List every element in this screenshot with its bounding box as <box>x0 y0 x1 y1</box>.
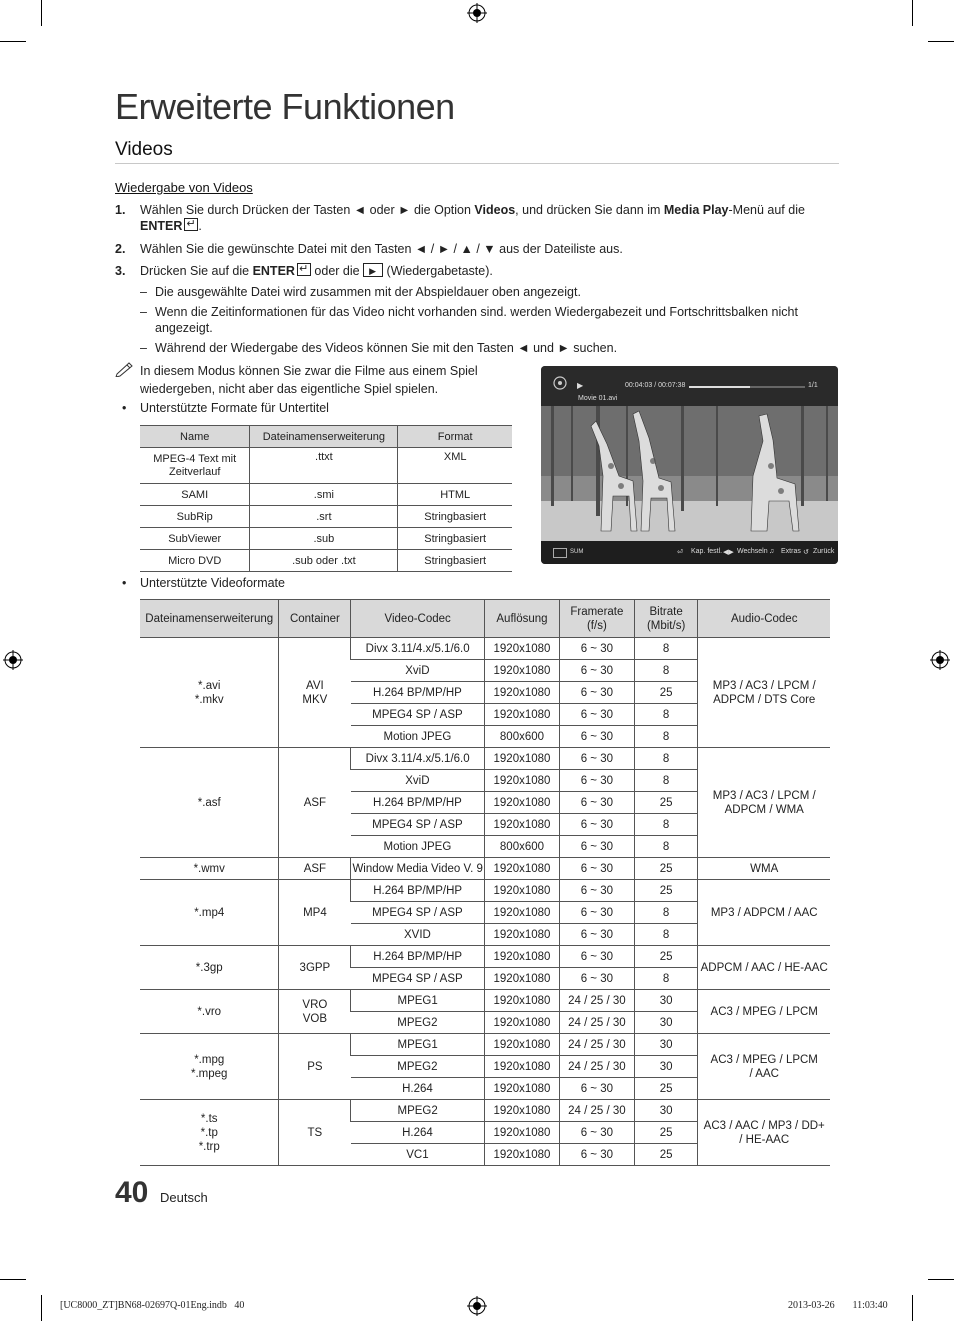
table-cell: 800x600 <box>485 836 560 858</box>
table-cell: .ttxt <box>250 448 398 484</box>
table-cell: Motion JPEG <box>351 726 485 748</box>
table-cell: XviD <box>351 770 485 792</box>
control-label: Extras <box>781 548 801 555</box>
table-cell: MPEG2 <box>351 1056 485 1078</box>
table-cell: 1920x1080 <box>485 858 560 880</box>
column-header: Dateinamenserweiterung <box>140 600 279 638</box>
audio-codec-cell: MP3 / ADPCM / AAC <box>698 880 830 946</box>
note-text: wiedergeben, nicht aber das eigentliche Spiel spielen. <box>140 382 439 396</box>
table-row <box>140 990 830 1012</box>
table-cell: 1920x1080 <box>485 1012 560 1034</box>
column-header: Name <box>140 426 250 448</box>
bullet-marker: • <box>122 401 127 415</box>
print-date-info: 2013-03-26   11:03:40 <box>788 1300 888 1311</box>
sum-icon <box>553 548 567 558</box>
table-cell: 24 / 25 / 30 <box>559 1100 634 1122</box>
table-cell: 30 <box>634 1012 698 1034</box>
table-cell: MPEG4 SP / ASP <box>351 902 485 924</box>
progress-bar <box>689 386 805 388</box>
audio-codec-cell: AC3 / MPEG / LPCM <box>698 990 830 1034</box>
column-header: Audio-Codec <box>698 600 830 638</box>
enter-key-icon <box>297 263 311 276</box>
table-row <box>140 1034 830 1056</box>
table-cell: 8 <box>634 638 698 660</box>
container-cell: AVI MKV <box>279 638 351 748</box>
table-cell: 6 ~ 30 <box>559 968 634 990</box>
table-row <box>140 1100 830 1122</box>
table-cell: 8 <box>634 748 698 770</box>
table-cell: 8 <box>634 704 698 726</box>
step-number: 2. <box>115 242 126 256</box>
table-cell: 6 ~ 30 <box>559 770 634 792</box>
subtitle-format-table <box>140 425 512 572</box>
table-cell: 6 ~ 30 <box>559 902 634 924</box>
table-row <box>140 858 830 880</box>
table-cell: MPEG4 SP / ASP <box>351 968 485 990</box>
enter-key-icon <box>184 218 198 231</box>
table-cell: 6 ~ 30 <box>559 1078 634 1100</box>
registration-mark-icon <box>467 1296 487 1316</box>
table-cell: 8 <box>634 924 698 946</box>
table-cell: 8 <box>634 814 698 836</box>
crop-mark <box>912 0 913 26</box>
table-cell: 6 ~ 30 <box>559 682 634 704</box>
table-cell: 1920x1080 <box>485 660 560 682</box>
table-cell: 1920x1080 <box>485 902 560 924</box>
table-cell: SubRip <box>140 506 250 528</box>
audio-codec-cell: WMA <box>698 858 830 880</box>
table-cell: 6 ~ 30 <box>559 748 634 770</box>
table-cell: 24 / 25 / 30 <box>559 1012 634 1034</box>
column-header: Video-Codec <box>351 600 485 638</box>
table-cell: 25 <box>634 858 698 880</box>
video-frame-giraffes <box>541 406 838 541</box>
crop-mark <box>912 1295 913 1321</box>
extension-cell: *.mpg *.mpeg <box>140 1034 279 1100</box>
chapter-title: Erweiterte Funktionen <box>115 86 455 127</box>
player-control-bar <box>541 541 838 564</box>
table-cell: Stringbasiert <box>398 528 512 550</box>
audio-codec-cell: MP3 / AC3 / LPCM / ADPCM / DTS Core <box>698 638 830 748</box>
table-cell: 6 ~ 30 <box>559 704 634 726</box>
table-cell: .sub oder .txt <box>250 550 398 572</box>
extension-cell: *.3gp <box>140 946 279 990</box>
section-divider <box>115 163 839 164</box>
control-label: Kap. festl. <box>691 548 723 555</box>
table-cell: 1920x1080 <box>485 1056 560 1078</box>
return-icon: ↺ <box>803 549 809 556</box>
switch-icon: ◀▶ <box>723 549 734 556</box>
table-cell: MPEG1 <box>351 990 485 1012</box>
table-cell: 25 <box>634 1144 698 1166</box>
table-cell: 6 ~ 30 <box>559 660 634 682</box>
table-cell: H.264 <box>351 1122 485 1144</box>
table-cell: 6 ~ 30 <box>559 924 634 946</box>
table-cell: 25 <box>634 1078 698 1100</box>
section-title: Videos <box>115 139 173 160</box>
dash-marker: – <box>140 341 147 355</box>
dash-marker: – <box>140 305 147 319</box>
column-header: Auflösung <box>485 600 560 638</box>
table-cell: 1920x1080 <box>485 638 560 660</box>
table-cell: 1920x1080 <box>485 1144 560 1166</box>
page-number: 40 <box>115 1176 149 1209</box>
playback-time: 00:04:03 / 00:07:38 <box>625 382 686 389</box>
table-cell: 1920x1080 <box>485 792 560 814</box>
table-cell: 6 ~ 30 <box>559 1144 634 1166</box>
table-cell: 1920x1080 <box>485 990 560 1012</box>
print-file-info: [UC8000_ZT]BN68-02697Q-01Eng.indb 40 <box>60 1300 245 1311</box>
table-cell: H.264 BP/MP/HP <box>351 682 485 704</box>
registration-mark-icon <box>3 650 23 670</box>
table-cell: 6 ~ 30 <box>559 880 634 902</box>
table-row <box>140 638 830 660</box>
step-1-text-line2: ENTER↵ . <box>140 218 202 234</box>
table-cell: MPEG2 <box>351 1100 485 1122</box>
table-row <box>140 506 512 528</box>
table-cell: 25 <box>634 1122 698 1144</box>
table-cell: 8 <box>634 902 698 924</box>
table-cell: Motion JPEG <box>351 836 485 858</box>
table-cell: Stringbasiert <box>398 506 512 528</box>
table-cell: 8 <box>634 836 698 858</box>
table-cell: Micro DVD <box>140 550 250 572</box>
crop-mark <box>41 1295 42 1321</box>
table-cell: SubViewer <box>140 528 250 550</box>
table-cell: H.264 BP/MP/HP <box>351 792 485 814</box>
table-cell: 24 / 25 / 30 <box>559 990 634 1012</box>
dash-item-cont: angezeigt. <box>155 321 213 335</box>
audio-codec-cell: AC3 / AAC / MP3 / DD+ / HE-AAC <box>698 1100 830 1166</box>
table-cell: MPEG4 SP / ASP <box>351 704 485 726</box>
control-label: Wechseln <box>737 548 768 555</box>
table-cell: MPEG4 SP / ASP <box>351 814 485 836</box>
table-cell: Stringbasiert <box>398 550 512 572</box>
dash-item: Die ausgewählte Datei wird zusammen mit der Abspieldauer oben angezeigt. <box>155 285 581 299</box>
audio-codec-cell: AC3 / MPEG / LPCM / AAC <box>698 1034 830 1100</box>
table-cell: 1920x1080 <box>485 814 560 836</box>
crop-mark <box>928 1279 954 1280</box>
extension-cell: *.avi *.mkv <box>140 638 279 748</box>
table-cell: 1920x1080 <box>485 1100 560 1122</box>
container-cell: ASF <box>279 748 351 858</box>
column-header: Bitrate (Mbit/s) <box>634 600 698 638</box>
crop-mark <box>928 41 954 42</box>
extension-cell: *.ts *.tp *.trp <box>140 1100 279 1166</box>
player-info-bar <box>541 366 838 406</box>
table-cell: 6 ~ 30 <box>559 1122 634 1144</box>
table-cell: 8 <box>634 726 698 748</box>
step-number: 3. <box>115 264 126 278</box>
table-row <box>140 448 512 484</box>
table-cell: 6 ~ 30 <box>559 836 634 858</box>
table-cell: 30 <box>634 1034 698 1056</box>
table-cell: H.264 BP/MP/HP <box>351 946 485 968</box>
step-number: 1. <box>115 203 126 217</box>
table-row <box>140 748 830 770</box>
table-cell: 800x600 <box>485 726 560 748</box>
table-cell: XML <box>398 448 512 484</box>
table-cell: XVID <box>351 924 485 946</box>
audio-codec-cell: ADPCM / AAC / HE-AAC <box>698 946 830 990</box>
filename: Movie 01.avi <box>578 395 618 402</box>
table-cell: 1920x1080 <box>485 946 560 968</box>
progress-fill <box>689 386 750 388</box>
table-row <box>140 880 830 902</box>
play-status-icon: ▶ <box>577 381 584 390</box>
table-cell: 6 ~ 30 <box>559 814 634 836</box>
table-cell: 30 <box>634 1056 698 1078</box>
table-cell: MPEG1 <box>351 1034 485 1056</box>
table-cell: XviD <box>351 660 485 682</box>
crop-mark <box>0 1279 26 1280</box>
table-cell: SAMI <box>140 484 250 506</box>
subsection-title: Wiedergabe von Videos <box>115 180 253 195</box>
bullet-videoformats: Unterstützte Videoformate <box>140 576 285 590</box>
crop-mark <box>0 41 26 42</box>
table-cell: 1920x1080 <box>485 748 560 770</box>
table-cell: 25 <box>634 792 698 814</box>
play-key-icon <box>363 263 383 277</box>
dash-marker: – <box>140 285 147 299</box>
table-cell: 1920x1080 <box>485 1122 560 1144</box>
table-cell: 8 <box>634 660 698 682</box>
container-cell: MP4 <box>279 880 351 946</box>
table-cell: 6 ~ 30 <box>559 726 634 748</box>
table-cell: .sub <box>250 528 398 550</box>
column-header: Container <box>279 600 351 638</box>
note-text: In diesem Modus können Sie zwar die Filme aus einem Spiel <box>140 364 478 378</box>
registration-mark-icon <box>467 3 487 23</box>
table-cell: HTML <box>398 484 512 506</box>
table-cell: H.264 <box>351 1078 485 1100</box>
table-cell: 8 <box>634 770 698 792</box>
container-cell: 3GPP <box>279 946 351 990</box>
table-cell: 1920x1080 <box>485 1078 560 1100</box>
table-cell: 1920x1080 <box>485 682 560 704</box>
table-cell: 24 / 25 / 30 <box>559 1034 634 1056</box>
video-player-screenshot <box>541 366 838 564</box>
column-header: Framerate (f/s) <box>559 600 634 638</box>
extension-cell: *.wmv <box>140 858 279 880</box>
table-cell: 1920x1080 <box>485 924 560 946</box>
table-cell: H.264 BP/MP/HP <box>351 880 485 902</box>
column-header: Format <box>398 426 512 448</box>
table-cell: 6 ~ 30 <box>559 638 634 660</box>
table-cell: Window Media Video V. 9 <box>351 858 485 880</box>
enter-icon: ⏎ <box>677 549 683 556</box>
dash-item: Wenn die Zeitinformationen für das Video nicht vorhanden sind. werden Wiedergabezeit und Fortschrittsbalken nicht <box>155 305 798 319</box>
media-icon <box>553 376 569 390</box>
table-cell: Divx 3.11/4.x/5.1/6.0 <box>351 638 485 660</box>
table-row <box>140 528 512 550</box>
table-cell: 1920x1080 <box>485 880 560 902</box>
step-1-text: Wählen Sie durch Drücken der Tasten ◄ oder ► die Option Videos, und drücken Sie dann im Media Play-Menü auf die <box>140 203 805 217</box>
audio-codec-cell: MP3 / AC3 / LPCM / ADPCM / WMA <box>698 748 830 858</box>
extension-cell: *.asf <box>140 748 279 858</box>
step-3-text: Drücken Sie auf die ENTER↵ oder die ▶ (Wiedergabetaste). <box>140 263 493 279</box>
container-cell: ASF <box>279 858 351 880</box>
table-cell: VC1 <box>351 1144 485 1166</box>
table-cell: 25 <box>634 880 698 902</box>
table-cell: 1920x1080 <box>485 968 560 990</box>
table-cell: 8 <box>634 968 698 990</box>
table-cell: 25 <box>634 682 698 704</box>
page-language: Deutsch <box>160 1190 208 1205</box>
table-cell: .smi <box>250 484 398 506</box>
table-cell: 25 <box>634 946 698 968</box>
container-cell: VRO VOB <box>279 990 351 1034</box>
table-cell: 1920x1080 <box>485 704 560 726</box>
step-2-text: Wählen Sie die gewünschte Datei mit den Tasten ◄ / ► / ▲ / ▼ aus der Dateiliste aus. <box>140 242 623 256</box>
note-pencil-icon <box>115 361 135 377</box>
table-row <box>140 550 512 572</box>
table-cell: 1920x1080 <box>485 1034 560 1056</box>
table-cell: 24 / 25 / 30 <box>559 1056 634 1078</box>
bullet-subtitles: Unterstützte Formate für Untertitel <box>140 401 329 415</box>
table-cell: .srt <box>250 506 398 528</box>
control-label: Zurück <box>813 548 835 555</box>
extension-cell: *.mp4 <box>140 880 279 946</box>
table-cell: 30 <box>634 1100 698 1122</box>
table-cell: 6 ~ 30 <box>559 858 634 880</box>
extension-cell: *.vro <box>140 990 279 1034</box>
table-cell: MPEG-4 Text mit Zeitverlauf <box>140 448 250 484</box>
table-cell: Divx 3.11/4.x/5.1/6.0 <box>351 748 485 770</box>
container-cell: TS <box>279 1100 351 1166</box>
table-cell: 6 ~ 30 <box>559 946 634 968</box>
table-row <box>140 946 830 968</box>
sum-label: SUM <box>570 549 584 555</box>
container-cell: PS <box>279 1034 351 1100</box>
table-cell: 1920x1080 <box>485 770 560 792</box>
registration-mark-icon <box>930 650 950 670</box>
crop-mark <box>41 0 42 26</box>
column-header: Dateinamenserweiterung <box>250 426 398 448</box>
dash-item: Während der Wiedergabe des Videos können Sie mit den Tasten ◄ und ► suchen. <box>155 341 618 355</box>
tools-icon: ♫ <box>769 548 775 555</box>
page-indicator: 1/1 <box>808 382 818 389</box>
table-row <box>140 484 512 506</box>
table-cell: 30 <box>634 990 698 1012</box>
video-format-table <box>140 599 830 1166</box>
table-cell: MPEG2 <box>351 1012 485 1034</box>
bullet-marker: • <box>122 576 127 590</box>
table-cell: 6 ~ 30 <box>559 792 634 814</box>
